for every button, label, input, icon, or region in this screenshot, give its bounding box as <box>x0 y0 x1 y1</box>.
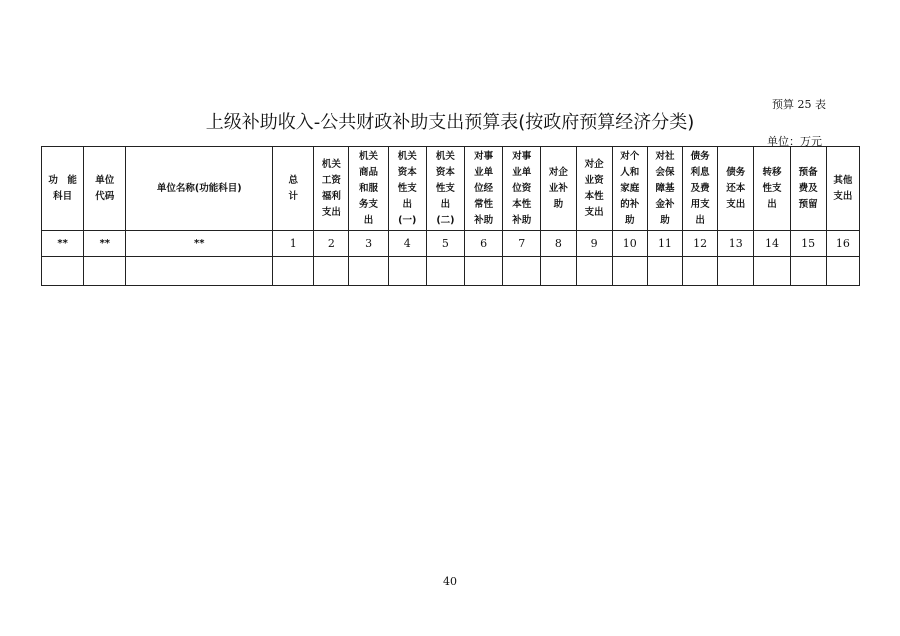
index-cell: 6 <box>465 231 503 257</box>
header-cell: 机关 工资 福利 支出 <box>314 147 349 231</box>
header-cell: 对个 人和 家庭 的补 助 <box>612 147 647 231</box>
index-cell: 4 <box>388 231 426 257</box>
index-cell: 14 <box>754 231 790 257</box>
index-cell: 2 <box>314 231 349 257</box>
data-cell <box>126 257 273 286</box>
index-cell: ** <box>84 231 126 257</box>
index-cell: 7 <box>503 231 541 257</box>
header-cell: 预备 费及 预留 <box>790 147 826 231</box>
index-cell: 1 <box>273 231 314 257</box>
index-cell: 3 <box>349 231 388 257</box>
header-cell: 总 计 <box>273 147 314 231</box>
header-cell: 对事 业单 位资 本性 补助 <box>503 147 541 231</box>
data-cell <box>314 257 349 286</box>
index-cell: 15 <box>790 231 826 257</box>
budget-table <box>41 146 860 286</box>
unit-label: 单位：万元 <box>767 135 822 148</box>
data-cell <box>718 257 754 286</box>
data-row <box>42 257 860 286</box>
index-cell: 8 <box>541 231 576 257</box>
page-title: 上级补助收入-公共财政补助支出预算表(按政府预算经济分类) <box>205 112 695 133</box>
page-number: 40 <box>443 575 457 588</box>
header-cell: 对事 业单 位经 常性 补助 <box>465 147 503 231</box>
data-cell <box>826 257 859 286</box>
data-cell <box>647 257 682 286</box>
header-row <box>42 147 860 231</box>
header-cell: 功 能 科目 <box>42 147 84 231</box>
header-cell: 单位名称(功能科目) <box>126 147 273 231</box>
index-cell: 13 <box>718 231 754 257</box>
data-cell <box>465 257 503 286</box>
data-cell <box>790 257 826 286</box>
header-cell: 债务 利息 及费 用支 出 <box>683 147 718 231</box>
index-cell: 10 <box>612 231 647 257</box>
index-cell: ** <box>42 231 84 257</box>
data-cell <box>426 257 464 286</box>
data-cell <box>349 257 388 286</box>
header-cell: 对企 业补 助 <box>541 147 576 231</box>
index-cell: 11 <box>647 231 682 257</box>
header-cell: 机关 资本 性支 出 (二) <box>426 147 464 231</box>
index-cell: ** <box>126 231 273 257</box>
data-cell <box>42 257 84 286</box>
data-cell <box>503 257 541 286</box>
data-cell <box>388 257 426 286</box>
header-cell: 其他 支出 <box>826 147 859 231</box>
table-number: 预算 25 表 <box>772 98 826 111</box>
header-cell: 机关 资本 性支 出 (一) <box>388 147 426 231</box>
index-cell: 12 <box>683 231 718 257</box>
data-cell <box>612 257 647 286</box>
header-cell: 转移 性支 出 <box>754 147 790 231</box>
data-cell <box>683 257 718 286</box>
data-cell <box>84 257 126 286</box>
header-cell: 单位 代码 <box>84 147 126 231</box>
index-cell: 16 <box>826 231 859 257</box>
index-row <box>42 231 860 257</box>
data-cell <box>754 257 790 286</box>
data-cell <box>576 257 612 286</box>
header-cell: 机关 商品 和服 务支 出 <box>349 147 388 231</box>
data-cell <box>541 257 576 286</box>
index-cell: 9 <box>576 231 612 257</box>
header-cell: 对社 会保 障基 金补 助 <box>647 147 682 231</box>
header-cell: 债务 还本 支出 <box>718 147 754 231</box>
data-cell <box>273 257 314 286</box>
index-cell: 5 <box>426 231 464 257</box>
header-cell: 对企 业资 本性 支出 <box>576 147 612 231</box>
